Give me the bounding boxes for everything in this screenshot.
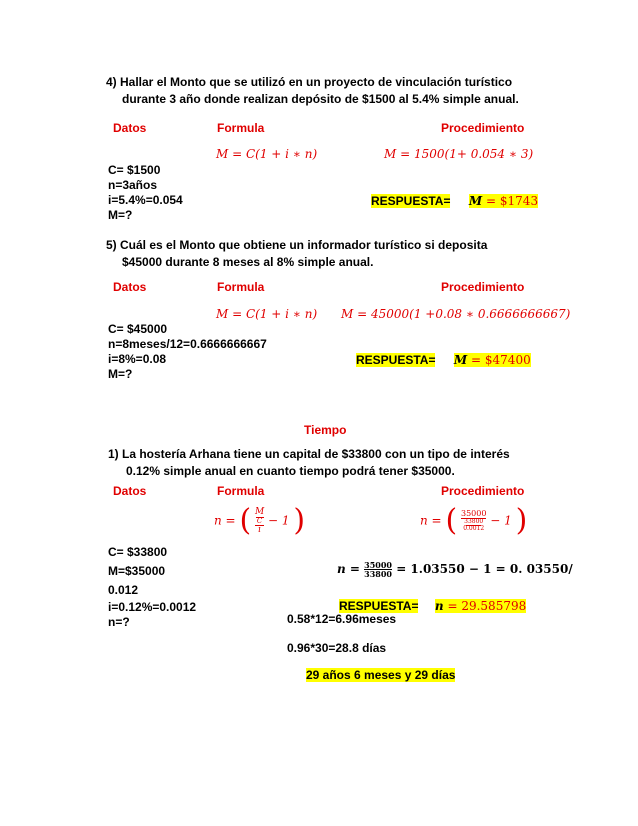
p4-data-list — [108, 163, 183, 223]
p5-data-line: M=? — [108, 367, 133, 381]
p4-header-formula: Formula — [217, 121, 265, 135]
tiempo-data-list — [108, 543, 196, 630]
p4-answer-formula: M = $1743 — [468, 194, 539, 208]
p4-procedure: M = 1500(1+ 0.054 ∗ 3) — [384, 147, 534, 161]
tiempo-formula: n = ( M C i − 1 ) — [214, 503, 306, 538]
p5-header-datos: Datos — [113, 280, 147, 294]
tiempo-months: 0.58*12=6.96meses — [287, 612, 397, 626]
p4-formula: M = C(1 + i ∗ n) — [216, 147, 318, 161]
tiempo-data-line: n=? — [108, 615, 130, 629]
problem-4-statement: 4) Hallar el Monto que se utilizó en un proyecto de vinculación turístico durante 3 año donde realizan depósito de $1500 al 5.4% simple anual. — [106, 75, 519, 106]
tiempo-answer-formula: n = 29.585798 — [434, 599, 527, 613]
p5-data-list — [108, 322, 267, 382]
p4-header-procedimiento: Procedimiento — [441, 121, 525, 135]
calc-fraction: $\frac{35000}{33800}$ — [364, 560, 392, 579]
tiempo-data-line: M=$35000 — [108, 564, 166, 578]
tiempo-days: 0.96*30=28.8 días — [287, 641, 387, 655]
p4-data-line: i=5.4%=0.054 — [108, 193, 183, 207]
tiempo-header-formula: Formula — [217, 484, 265, 498]
tiempo-calculation: n = $\frac{35000}{33800}$ = 1.03550 − 1 = 0. 03550/ — [337, 560, 573, 579]
p4-answer — [371, 192, 538, 210]
p5-data-line: n=8meses/12=0.6666666667 — [108, 337, 267, 351]
p5-data-line: i=8%=0.08 — [108, 352, 167, 366]
formula-fraction: M C i — [254, 506, 265, 535]
p5-answer-formula: M = $47400 — [453, 353, 531, 367]
p4-data-line: C= $1500 — [108, 163, 161, 177]
p4-data-line: M=? — [108, 208, 133, 222]
tiempo-answer-label: RESPUESTA= — [339, 599, 419, 613]
tiempo-data-line: i=0.12%=0.0012 — [108, 600, 197, 614]
tiempo-header-procedimiento: Procedimiento — [441, 484, 525, 498]
p5-header-formula: Formula — [217, 280, 265, 294]
tiempo-data-line: 0.012 — [108, 583, 139, 597]
tiempo-data-line: C= $33800 — [108, 545, 168, 559]
p5-formula: M = C(1 + i ∗ n) — [216, 307, 318, 321]
tiempo-procedure: n = ( 35000 33800 0.0012 − 1 ) — [420, 503, 528, 538]
p4-header-datos: Datos — [113, 121, 147, 135]
p4-answer-label: RESPUESTA= — [371, 194, 451, 208]
p5-header-procedimiento: Procedimiento — [441, 280, 525, 294]
p5-answer — [356, 351, 531, 369]
tiempo-problem-statement: 1) La hostería Arhana tiene un capital de $33800 con un tipo de interés 0.12% simple anual en cuanto tiempo podrá tener $35000. — [108, 447, 510, 478]
p5-procedure: M = 45000(1 +0.08 ∗ 0.6666666667) — [341, 307, 571, 321]
p4-data-line: n=3años — [108, 178, 158, 192]
tiempo-title: Tiempo — [304, 423, 347, 437]
tiempo-final-answer: 29 años 6 meses y 29 días — [306, 668, 456, 682]
p5-answer-label: RESPUESTA= — [356, 353, 436, 367]
problem-5-statement: 5) Cuál es el Monto que obtiene un informador turístico si deposita $45000 durante 8 meses al 8% simple anual. — [106, 238, 488, 269]
p5-data-line: C= $45000 — [108, 322, 168, 336]
procedure-fraction: 35000 33800 0.0012 — [460, 509, 487, 532]
tiempo-header-datos: Datos — [113, 484, 147, 498]
